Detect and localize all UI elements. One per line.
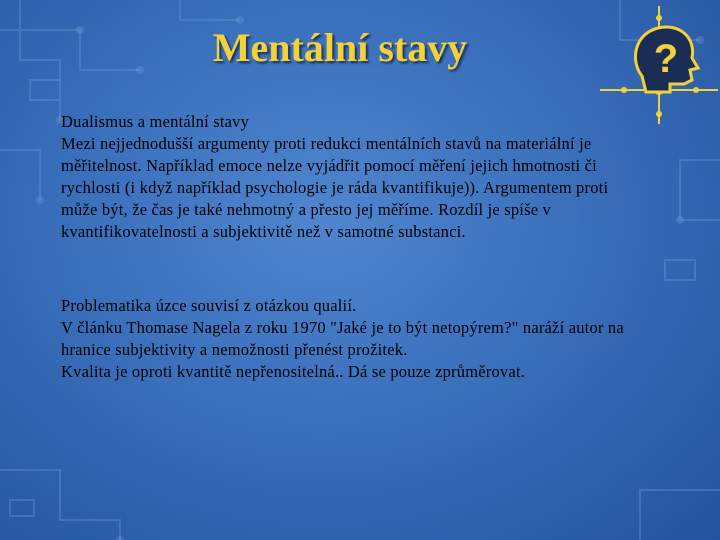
question-head-icon	[600, 6, 718, 124]
svg-text:?: ?	[653, 37, 679, 81]
page-title: Mentální stavy	[212, 25, 468, 70]
paragraph-body: Mezi nejjednodušší argumenty proti redukci mentálních stavů na materiální je měřitelnost. Například emoce nelze vyjádřit pomocí měření jejich hmotnosti či rychlosti (i když například psychologie je ráda kvantifikuje)). Argumentem proti může být, že čas je také nehmotný a přesto jej měříme. Rozdíl je spíše v kvantifikovatelnosti a subjektivitě než v samotné substanci.	[61, 134, 609, 241]
paragraph-nagel: V článku Thomase Nagela z roku 1970 "Jaké je to být netopýrem?" naráží autor na hranice subjektivity a nemožnosti přenést prožitek.	[61, 318, 624, 359]
paragraph-quality: Kvalita je oproti kvantitě nepřenositelná.. Dá se pouze zprůměrovat.	[61, 362, 525, 381]
paragraph-qualia: Problematika úzce souvisí z otázkou qualií.	[61, 296, 357, 315]
slide-content	[61, 111, 641, 383]
paragraph-heading: Dualismus a mentální stavy	[61, 112, 250, 131]
